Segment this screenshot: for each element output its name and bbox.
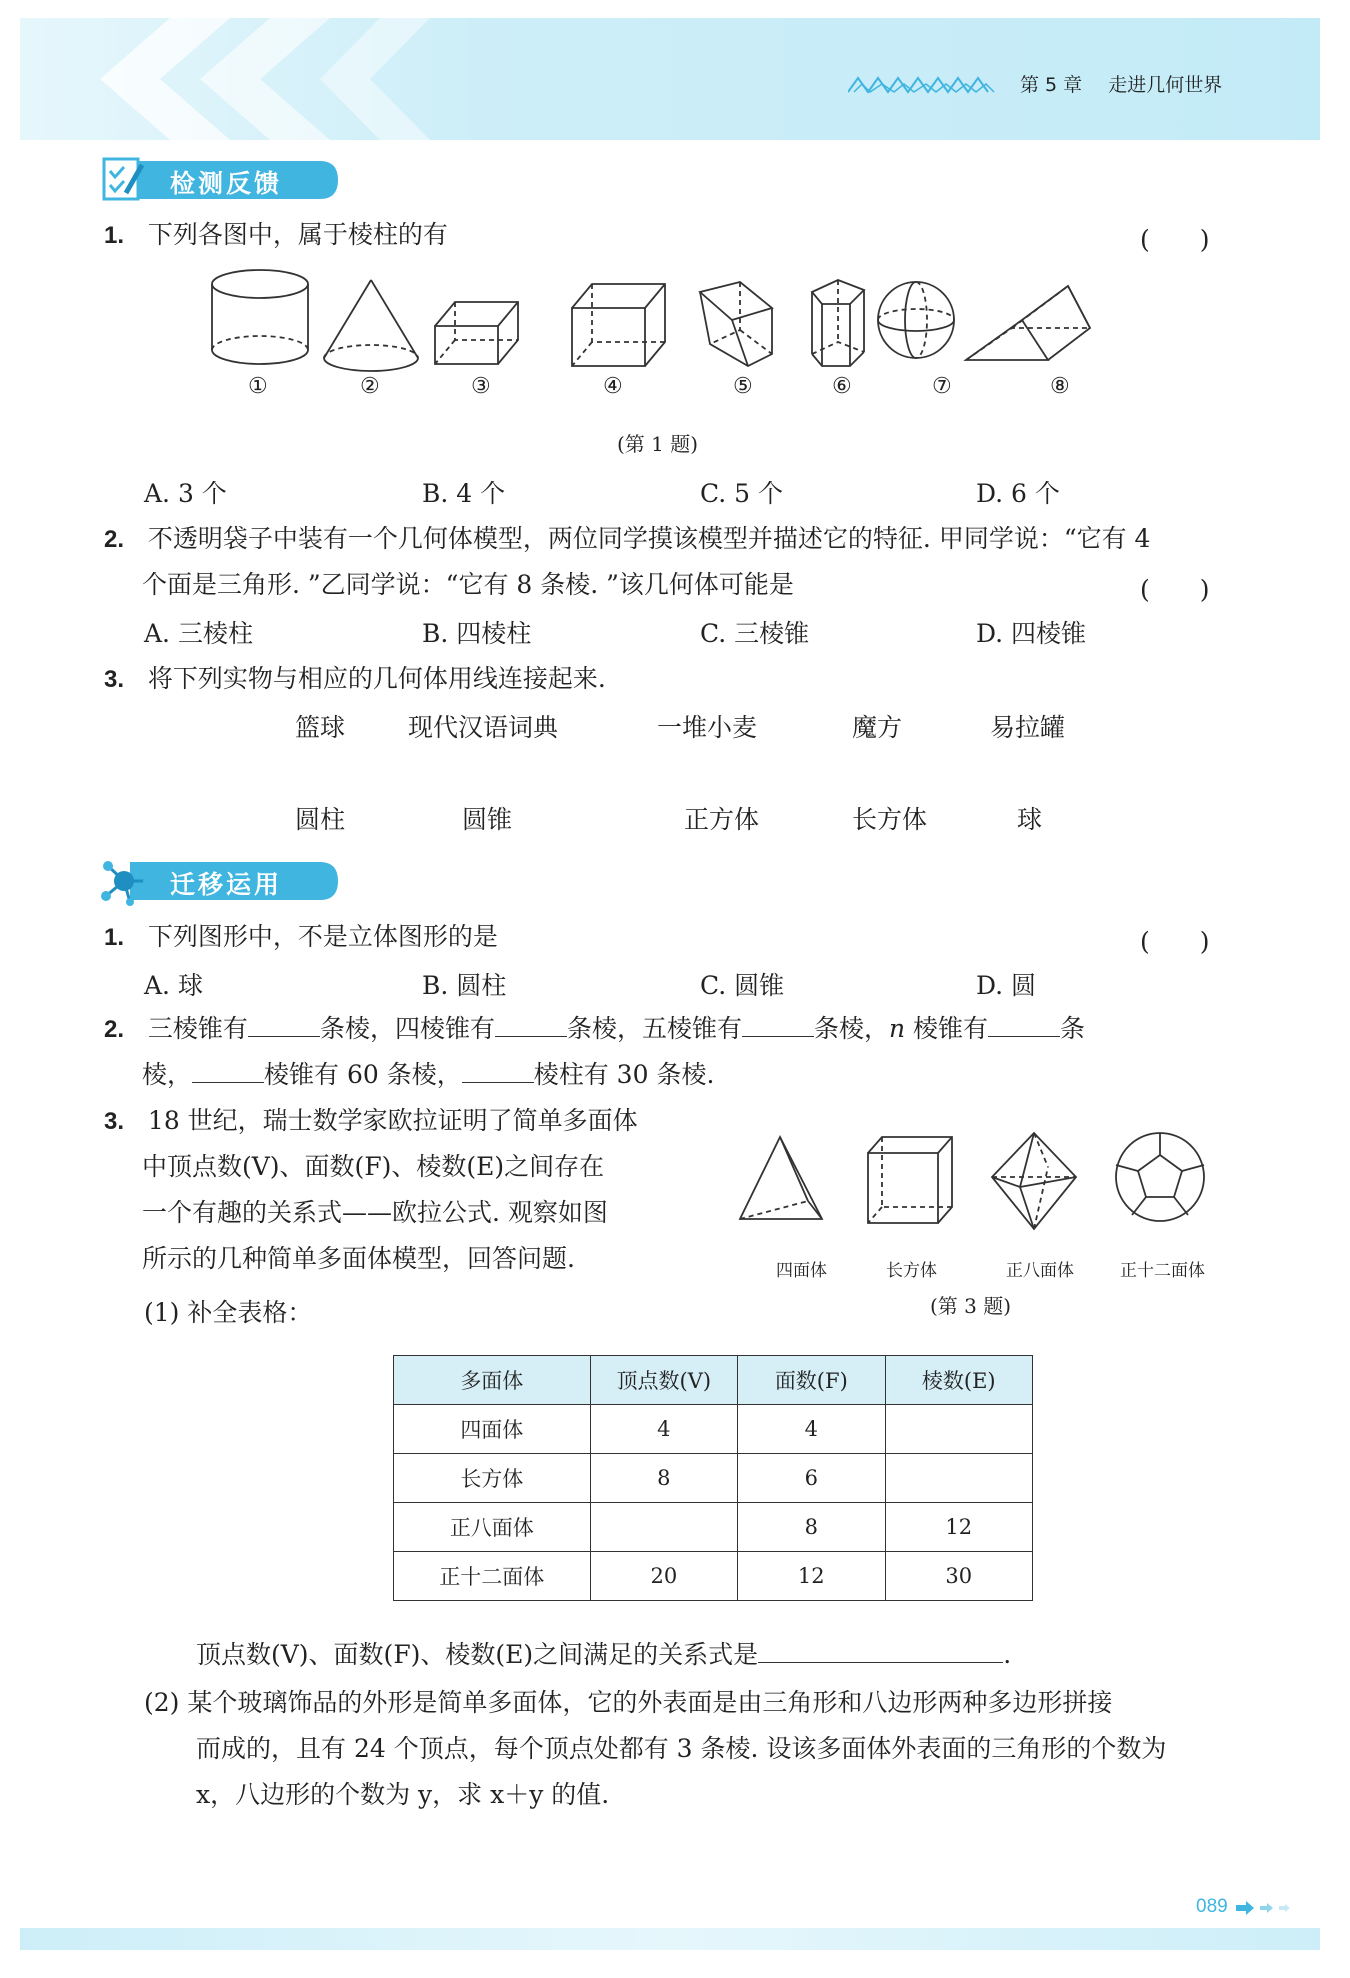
table-cell: 6 [738,1454,885,1503]
question-1 [104,212,448,259]
option-d: D. 圆 [976,971,1037,1000]
chapter-number: 第 5 章 [1020,74,1083,96]
question-text-line: 一个有趣的关系式——欧拉公式. 观察如图 [142,1198,608,1227]
option-a: A. 3 个 [144,479,227,508]
question-text: 条棱，四棱锥有 [319,1014,495,1043]
question-text: 下列各图中，属于棱柱的有 [147,220,448,249]
solid-item: 球 [1017,805,1043,834]
option-c: C. 三棱锥 [700,619,810,648]
question-2-line2 [142,1052,714,1098]
table-cell: 4 [738,1405,885,1454]
option-b: B. 圆柱 [422,971,507,1000]
question-text-line: 所示的几种简单多面体模型，回答问题. [142,1244,575,1273]
option-c: C. 圆锥 [700,971,785,1000]
question-2 [104,516,1234,563]
question-1 [104,914,498,961]
chevron-decoration [80,18,500,140]
table-cell-blank[interactable] [885,1405,1032,1454]
sub-question-1: (1) 补全表格： [144,1298,313,1327]
option-b: B. 4 个 [422,479,506,508]
question-number: 2. [104,526,125,553]
answer-blank[interactable] [495,1014,567,1037]
answer-blank[interactable] [742,1014,814,1037]
solid-item: 圆柱 [295,805,346,834]
question-text: 棱锥有 60 条棱， [264,1060,462,1089]
solids-figure [200,258,1130,378]
question-text: 棱， [142,1060,193,1089]
question-text: 将下列实物与相应的几何体用线连接起来. [147,664,606,693]
table-cell: 12 [885,1503,1032,1552]
figure-label: ⑤ [733,374,753,399]
question-text: 下列图形中，不是立体图形的是 [147,922,498,951]
relation-line [196,1632,1011,1678]
figure-label: 长方体 [886,1261,937,1281]
answer-blank[interactable] [758,1640,1003,1663]
object-item: 易拉罐 [990,713,1066,742]
table-row [394,1552,1033,1601]
question-text-line: 中顶点数(V)、面数(F)、棱数(E)之间存在 [142,1152,605,1181]
table-cell: 8 [590,1454,737,1503]
question-number: 1. [104,924,125,951]
figure-label: ⑥ [832,374,852,399]
variable-n: n [888,1014,906,1043]
figure-label: 正十二面体 [1120,1261,1205,1281]
object-item: 篮球 [295,713,346,742]
option-b: B. 四棱柱 [422,619,532,648]
question-text: 条棱， [813,1014,889,1043]
table-header: 多面体 [394,1356,591,1405]
answer-blank[interactable] [462,1060,534,1083]
mountain-icon [848,74,998,96]
table-row [394,1454,1033,1503]
question-number: 1. [104,222,125,249]
question-number: 3. [104,666,125,693]
section-header-feedback [100,155,340,205]
relation-text: 顶点数(V)、面数(F)、棱数(E)之间满足的关系式是 [196,1640,759,1669]
figure-label: ⑧ [1050,374,1070,399]
question-2 [104,1006,1234,1053]
option-a: A. 三棱柱 [144,619,253,648]
section-title: 迁移运用 [170,870,283,899]
question-text: 三棱锥有 [147,1014,248,1043]
figure-caption: (第 3 题) [930,1294,1012,1318]
figure-label: ⑦ [932,374,952,399]
polyhedra-table [393,1355,1033,1601]
section-title: 检测反馈 [170,169,283,198]
table-cell: 30 [885,1552,1032,1601]
table-header: 棱数(E) [885,1356,1032,1405]
solid-item: 圆锥 [462,805,513,834]
table-cell: 20 [590,1552,737,1601]
question-text-line: 18 世纪，瑞士数学家欧拉证明了简单多面体 [147,1106,638,1135]
answer-blank[interactable] [988,1014,1060,1037]
question-3 [104,656,606,703]
table-cell: 8 [738,1503,885,1552]
option-a: A. 球 [144,971,203,1000]
answer-blank[interactable] [248,1014,320,1037]
arrow-right-icon [1236,1900,1296,1916]
option-d: D. 6 个 [976,479,1060,508]
table-cell-blank[interactable] [885,1454,1032,1503]
table-cell: 长方体 [394,1454,591,1503]
object-item: 魔方 [852,713,903,742]
solid-item: 长方体 [852,805,928,834]
section-header-transfer [100,856,340,906]
option-c: C. 5 个 [700,479,783,508]
table-cell: 正十二面体 [394,1552,591,1601]
relation-end: . [1003,1640,1012,1669]
table-cell: 4 [590,1405,737,1454]
answer-blank[interactable] [192,1060,264,1083]
polyhedra-figure [730,1125,1220,1245]
table-cell-blank[interactable] [590,1503,737,1552]
question-text-line2: 个面是三角形. ”乙同学说：“它有 8 条棱. ”该几何体可能是 [142,570,794,599]
table-cell: 12 [738,1552,885,1601]
figure-label: ④ [603,374,623,399]
figure-label: ② [360,374,380,399]
option-d: D. 四棱锥 [976,619,1087,648]
answer-paren: ( ) [1140,575,1210,604]
sub-question-2-line: (2) 某个玻璃饰品的外形是简单多面体，它的外表面是由三角形和八边形两种多边形拼接 [144,1688,1113,1717]
object-item: 现代汉语词典 [408,713,559,742]
table-cell: 正八面体 [394,1503,591,1552]
question-text: 条 [1060,1014,1086,1043]
page-number: 089 [1196,1896,1228,1917]
answer-paren: ( ) [1140,927,1210,956]
checklist-icon [104,159,144,201]
table-header: 顶点数(V) [590,1356,737,1405]
table-row [394,1503,1033,1552]
sub-question-2-line: x，八边形的个数为 y，求 x＋y 的值. [196,1780,610,1809]
figure-label: ① [248,374,268,399]
figure-label: ③ [471,374,491,399]
question-text-line1: 不透明袋子中装有一个几何体模型，两位同学摸该模型并描述它的特征. 甲同学说：“它有 4 [147,524,1151,553]
table-row [394,1405,1033,1454]
question-3 [104,1098,638,1145]
answer-paren: ( ) [1140,225,1210,254]
figure-label: 正八面体 [1006,1261,1074,1281]
question-text: 棱锥有 [905,1014,989,1043]
chapter-title: 走进几何世界 [1108,74,1223,96]
header-band [20,18,1320,140]
question-text: 条棱，五棱锥有 [566,1014,742,1043]
figure-caption: (第 1 题) [617,432,699,456]
footer-band [20,1928,1320,1950]
sub-question-2-line: 而成的，且有 24 个顶点，每个顶点处都有 3 条棱. 设该多面体外表面的三角形的个数为 [196,1734,1167,1763]
question-number: 2. [104,1016,125,1043]
molecule-icon [100,856,156,906]
question-text: 棱柱有 30 条棱. [533,1060,715,1089]
solid-item: 正方体 [684,805,760,834]
table-header: 面数(F) [738,1356,885,1405]
table-cell: 四面体 [394,1405,591,1454]
figure-label: 四面体 [776,1261,827,1281]
question-number: 3. [104,1108,125,1135]
object-item: 一堆小麦 [657,713,758,742]
